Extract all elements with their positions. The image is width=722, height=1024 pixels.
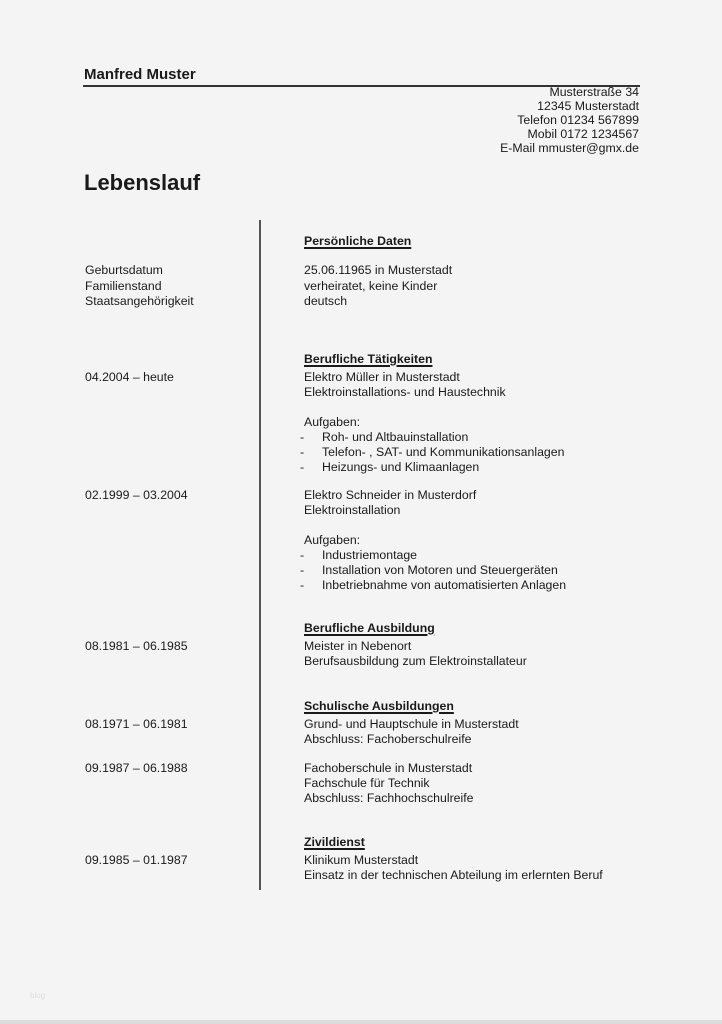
bullet: - xyxy=(300,460,305,474)
training-line: Berufsausbildung zum Elektroinstallateur xyxy=(304,654,527,668)
section-heading-jobs: Berufliche Tätigkeiten xyxy=(304,352,433,366)
job-employer: Elektro Müller in Musterstadt xyxy=(304,370,460,384)
task-item: Inbetriebnahme von automatisierten Anlagen xyxy=(322,578,567,592)
bullet: - xyxy=(300,445,305,459)
mobile: Mobil 0172 1234567 xyxy=(527,127,639,141)
value-nationality: deutsch xyxy=(304,294,348,308)
applicant-name: Manfred Muster xyxy=(84,66,196,83)
label-nationality: Staatsangehörigkeit xyxy=(85,294,194,308)
training-line: Meister in Nebenort xyxy=(304,639,412,653)
school-line: Fachschule für Technik xyxy=(304,776,430,790)
contact-block xyxy=(500,85,639,155)
section-heading-training: Berufliche Ausbildung xyxy=(304,621,435,635)
value-birthdate: 25.06.11965 in Musterstadt xyxy=(304,263,453,277)
civil-period: 09.1985 – 01.1987 xyxy=(85,853,188,867)
bullet: - xyxy=(300,578,305,592)
school-line: Grund- und Hauptschule in Musterstadt xyxy=(304,717,519,731)
job-period: 02.1999 – 03.2004 xyxy=(85,488,188,502)
watermark: blog xyxy=(30,991,46,1000)
section-heading-school: Schulische Ausbildungen xyxy=(304,699,454,713)
section-heading-civil: Zivildienst xyxy=(304,835,365,849)
value-marital: verheiratet, keine Kinder xyxy=(304,279,438,293)
job-period: 04.2004 – heute xyxy=(85,370,174,384)
street: Musterstraße 34 xyxy=(549,85,639,99)
school-line: Abschluss: Fachoberschulreife xyxy=(304,732,472,746)
label-marital: Familienstand xyxy=(85,279,162,293)
phone: Telefon 01234 567899 xyxy=(517,113,639,127)
civil-line: Klinikum Musterstadt xyxy=(304,853,419,867)
bullet: - xyxy=(300,548,305,562)
label-birthdate: Geburtsdatum xyxy=(85,263,163,277)
school-period: 08.1971 – 06.1981 xyxy=(85,717,188,731)
city: 12345 Musterstadt xyxy=(537,99,639,113)
task-item: Telefon- , SAT- und Kommunikationsanlagen xyxy=(322,445,565,459)
column-divider xyxy=(259,220,261,890)
page-edge xyxy=(0,1020,722,1024)
job-field: Elektroinstallation xyxy=(304,503,401,517)
task-item: Roh- und Altbauinstallation xyxy=(322,430,469,444)
tasks-label: Aufgaben: xyxy=(304,415,361,429)
job-field: Elektroinstallations- und Haustechnik xyxy=(304,385,506,399)
section-heading-personal: Persönliche Daten xyxy=(304,234,412,248)
school-period: 09.1987 – 06.1988 xyxy=(85,761,188,775)
school-line: Fachoberschule in Musterstadt xyxy=(304,761,473,775)
tasks-label: Aufgaben: xyxy=(304,533,361,547)
page-title: Lebenslauf xyxy=(84,170,201,195)
school-line: Abschluss: Fachhochschulreife xyxy=(304,791,474,805)
job-employer: Elektro Schneider in Musterdorf xyxy=(304,488,477,502)
task-item: Heizungs- und Klimaanlagen xyxy=(322,460,480,474)
task-item: Installation von Motoren und Steuergeräten xyxy=(322,563,558,577)
civil-line: Einsatz in der technischen Abteilung im erlernten Beruf xyxy=(304,868,603,882)
task-item: Industriemontage xyxy=(322,548,418,562)
email: E-Mail mmuster@gmx.de xyxy=(500,141,639,155)
bullet: - xyxy=(300,563,305,577)
training-period: 08.1981 – 06.1985 xyxy=(85,639,188,653)
bullet: - xyxy=(300,430,305,444)
